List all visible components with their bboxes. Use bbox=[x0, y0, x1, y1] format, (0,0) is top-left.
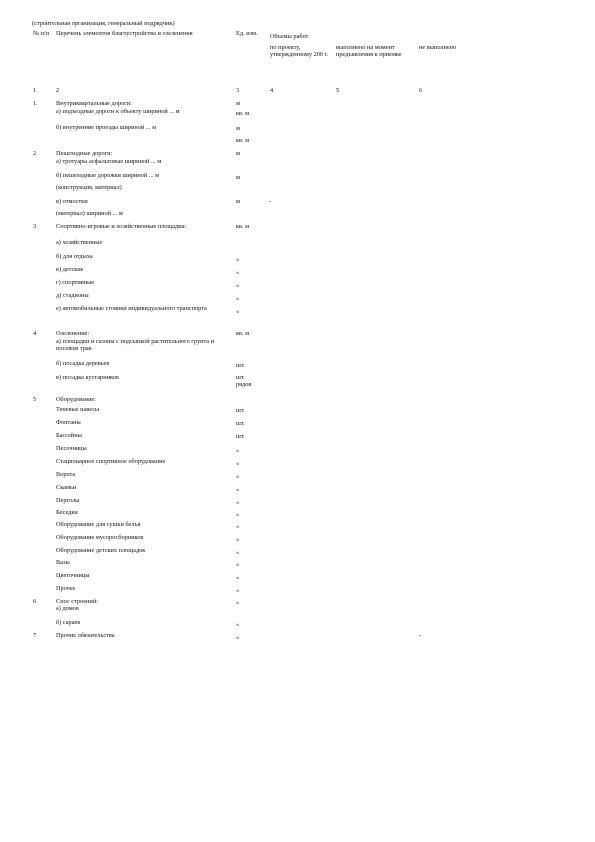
row-name: Цветочницы bbox=[56, 572, 90, 579]
row-name: Беседки bbox=[56, 509, 78, 516]
header-note: (строительная организация, генеральный подрядчик) bbox=[32, 20, 175, 27]
column-header-volume: Объемы работ bbox=[270, 33, 309, 40]
row-num: 1. bbox=[33, 100, 38, 107]
row-unit: « bbox=[236, 460, 240, 467]
row-name: Вазы bbox=[56, 559, 70, 566]
row-name: б) для отдыха bbox=[56, 253, 93, 260]
row-unit: « bbox=[236, 486, 240, 493]
row-name: в) отмостки bbox=[56, 198, 88, 205]
row-name: а) тротуары асфальтовые шириной ... м bbox=[56, 158, 162, 165]
row-num: 7 bbox=[33, 632, 37, 639]
row-unit: шт. bbox=[236, 433, 245, 440]
row-unit: м bbox=[236, 174, 240, 181]
row-unit: « bbox=[236, 523, 240, 530]
row-unit: « bbox=[236, 621, 240, 628]
column-header-num: № п/п bbox=[33, 30, 50, 37]
row-unit: « bbox=[236, 574, 240, 581]
row-unit: шт. bbox=[236, 362, 245, 369]
column-header-by-project: по проекту, утвержденному 200 г. bbox=[270, 44, 329, 59]
row-mark: - bbox=[419, 632, 422, 639]
row-name: Скамьи bbox=[56, 484, 77, 491]
row-name: е) автомобильные стоянки индивидуального транспорта bbox=[56, 305, 207, 312]
column-number-1: 1 bbox=[33, 87, 37, 94]
row-num: 2 bbox=[33, 150, 37, 157]
row-name: в) посадка кустарников bbox=[56, 374, 119, 381]
row-name: (материал) шириной ... м bbox=[56, 210, 123, 217]
row-name: Оборудование мусоросборников bbox=[56, 534, 144, 541]
row-name: г) спортивные bbox=[56, 279, 95, 286]
column-header-not-done: не выполнено bbox=[419, 44, 457, 51]
row-num: 6 bbox=[33, 598, 37, 605]
row-unit: м bbox=[236, 150, 240, 157]
row-name: Озеленение: bbox=[56, 330, 90, 337]
row-num: 5 bbox=[33, 396, 37, 403]
row-name: (конструкция, материал) bbox=[56, 184, 122, 191]
row-name: Пешеходные дороги: bbox=[56, 150, 113, 157]
row-unit: « bbox=[236, 511, 240, 518]
row-unit: « bbox=[236, 561, 240, 568]
row-unit: « bbox=[236, 587, 240, 594]
row-name: б) пешеходные дорожки шириной ... м bbox=[56, 172, 159, 179]
row-name: Бассейны bbox=[56, 432, 82, 439]
column-header-done: выполнено на момент предъявления к приемке bbox=[336, 44, 402, 59]
row-unit: шт. bbox=[236, 407, 245, 414]
row-unit: кв. м bbox=[236, 110, 250, 117]
row-name: Ворота bbox=[56, 471, 76, 478]
row-unit: м bbox=[236, 125, 240, 132]
row-unit: шт. рядов bbox=[236, 374, 252, 389]
column-number-3: 3 bbox=[236, 87, 240, 94]
row-unit: « bbox=[236, 308, 240, 315]
row-unit: м bbox=[236, 198, 240, 205]
column-number-2: 2 bbox=[56, 87, 60, 94]
column-number-5: 5 bbox=[336, 87, 340, 94]
row-name: в) детские bbox=[56, 266, 84, 273]
row-unit: м bbox=[236, 100, 240, 107]
row-num: 4 bbox=[33, 330, 37, 337]
row-unit: « bbox=[236, 536, 240, 543]
row-name: д) стадионы bbox=[56, 292, 89, 299]
row-unit: « bbox=[236, 549, 240, 556]
column-header-name: Перечень элементов благоустройства и озеленения bbox=[56, 30, 193, 37]
row-unit: « bbox=[236, 295, 240, 302]
row-unit: « bbox=[236, 499, 240, 506]
row-unit: « bbox=[236, 282, 240, 289]
row-unit: шт. bbox=[236, 420, 245, 427]
row-unit: « bbox=[236, 473, 240, 480]
row-name: Фонтаны bbox=[56, 419, 81, 426]
row-name: Оборудование для сушки белья bbox=[56, 521, 141, 528]
row-name: Теневые навесы bbox=[56, 406, 100, 413]
row-unit: « bbox=[236, 447, 240, 454]
row-unit: кв. м bbox=[236, 223, 250, 230]
row-name: б) внутренние проезды шириной ... м bbox=[56, 124, 157, 131]
row-unit: кв. м bbox=[236, 137, 250, 144]
row-unit: « bbox=[236, 599, 240, 606]
row-unit: кв. м bbox=[236, 330, 250, 337]
column-header-unit: Ед. изм. bbox=[236, 30, 258, 37]
row-name: Прочие обязательства bbox=[56, 632, 115, 639]
row-name: б) посадка деревьев bbox=[56, 360, 110, 367]
row-name: Снос строений: bbox=[56, 598, 98, 605]
row-num: 3 bbox=[33, 223, 37, 230]
row-name: б) сараев bbox=[56, 619, 81, 626]
row-name: Перголы bbox=[56, 497, 80, 504]
column-number-6: 6 bbox=[419, 87, 423, 94]
row-name: а) хозяйственные bbox=[56, 239, 103, 246]
row-name: а) домов bbox=[56, 605, 79, 612]
row-unit: « bbox=[236, 256, 240, 263]
row-mark: - bbox=[269, 198, 272, 205]
row-name: Стационарное спортивное оборудование bbox=[56, 458, 166, 465]
row-name: Песочницы bbox=[56, 445, 87, 452]
row-name: Внутриквартальные дороги: bbox=[56, 100, 132, 107]
row-unit: « bbox=[236, 634, 240, 641]
row-unit: « bbox=[236, 269, 240, 276]
column-number-4: 4 bbox=[270, 87, 274, 94]
row-name: Прочее bbox=[56, 585, 76, 592]
row-name: Оборудование детских площадок bbox=[56, 547, 146, 554]
row-name: Оборудование: bbox=[56, 396, 97, 403]
row-name: а) подъездные дороги к объекту шириной ... м bbox=[56, 108, 180, 115]
row-name: Спортивно-игровые и хозяйственные площадки: bbox=[56, 223, 187, 230]
row-name: а) площадки и газоны с подсыпкой растительного грунта и посевом трав bbox=[56, 338, 215, 353]
